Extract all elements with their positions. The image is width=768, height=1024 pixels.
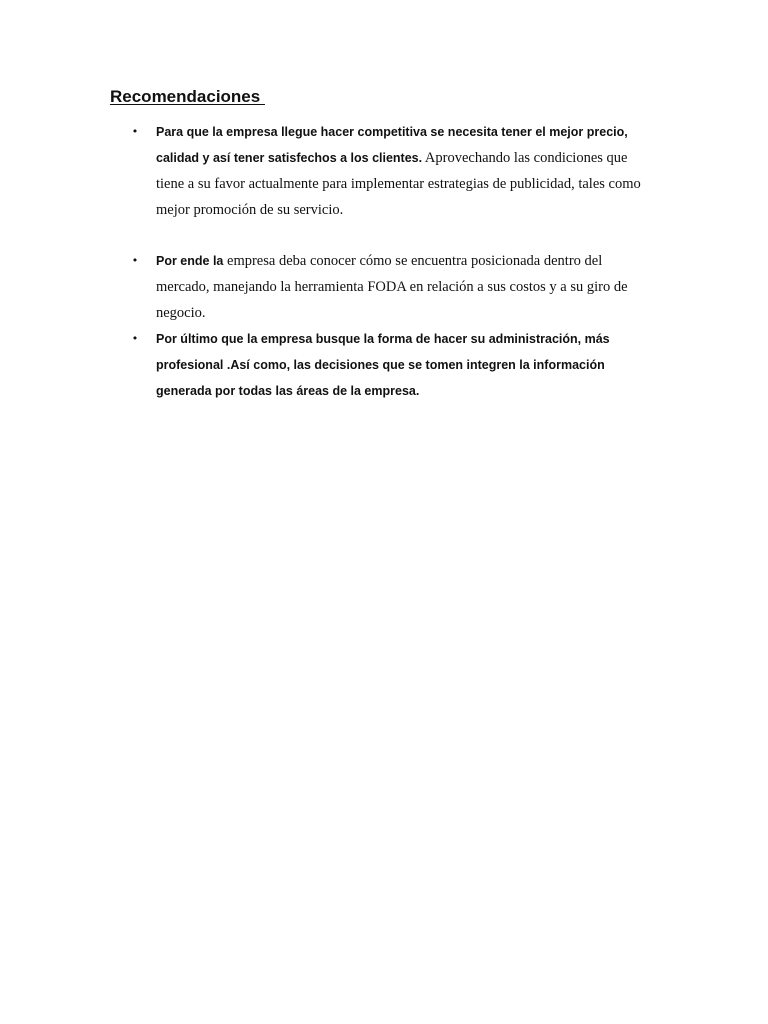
list-item [130, 248, 650, 326]
bullet-icon: • [131, 125, 139, 138]
item-text-sans: Por último que la empresa busque la forma de hacer su administración, más profesional .Así como, las decisiones que se tomen integren la información generada por todas las áreas de la empresa. [156, 332, 610, 398]
recommendations-list [130, 119, 650, 404]
item-text-serif: empresa deba conocer cómo se encuentra posicionada dentro del mercado, manejando la herramienta FODA en relación a sus costos y a su giro de negocio. [156, 253, 628, 321]
item-text-sans: Para que la empresa llegue hacer competitiva se necesita tener el mejor precio, calidad y así tener satisfechos a los clientes. [156, 125, 628, 165]
item-text-serif: Aprovechando las condiciones que tiene a su favor actualmente para implementar estrategias de publicidad, tales como mejor promoción de su servicio. [156, 150, 641, 218]
page-title: Recomendaciones [110, 87, 265, 106]
item-text-sans: Por ende la [156, 254, 224, 268]
bullet-icon: • [131, 332, 139, 345]
bullet-icon: • [131, 254, 139, 267]
list-item [130, 119, 650, 223]
list-item [130, 326, 650, 404]
